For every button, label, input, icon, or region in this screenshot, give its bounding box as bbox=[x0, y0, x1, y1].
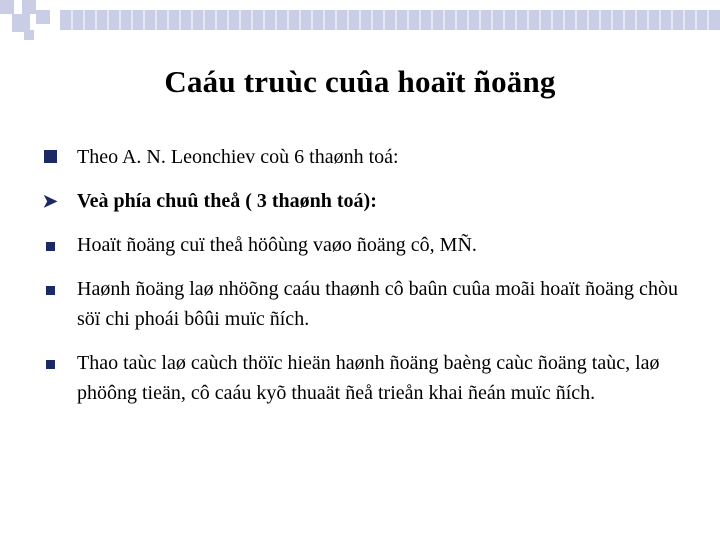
arrow-bullet-icon: ➤ bbox=[42, 191, 58, 211]
square-bullet-icon bbox=[40, 274, 60, 304]
list-item-text: Thao taùc laø caùch thöïc hieän haønh ñoäng baèng caùc ñoäng taùc, laø phöông tieän, cô caáu kyõ thuaät ñeå trieån khai ñeán muïc ñích. bbox=[77, 352, 660, 404]
list-item bbox=[40, 186, 680, 216]
header-decoration bbox=[0, 0, 720, 40]
list-item-text: Haønh ñoäng laø nhöõng caáu thaønh cô baûn cuûa moãi hoaït ñoäng chòu söï chi phoái bôûi muïc ñích. bbox=[77, 278, 678, 330]
list-item bbox=[40, 274, 680, 334]
list-item-text: Theo A. N. Leonchiev coù 6 thaønh toá: bbox=[77, 146, 399, 168]
list-item bbox=[40, 142, 680, 172]
slide-title: Caáu truùc cuûa hoaït ñoäng bbox=[164, 64, 556, 99]
list-item-text: Veà phía chuû theå ( 3 thaønh toá): bbox=[77, 190, 377, 212]
square-bullet-icon bbox=[40, 348, 60, 378]
list-item-text: Hoaït ñoäng cuï theå höôùng vaøo ñoäng cô, MÑ. bbox=[77, 234, 477, 256]
bullet-list bbox=[40, 142, 680, 422]
list-item bbox=[40, 348, 680, 408]
list-item bbox=[40, 230, 680, 260]
square-bullet-icon bbox=[40, 142, 60, 172]
square-bullet-icon bbox=[40, 230, 60, 260]
